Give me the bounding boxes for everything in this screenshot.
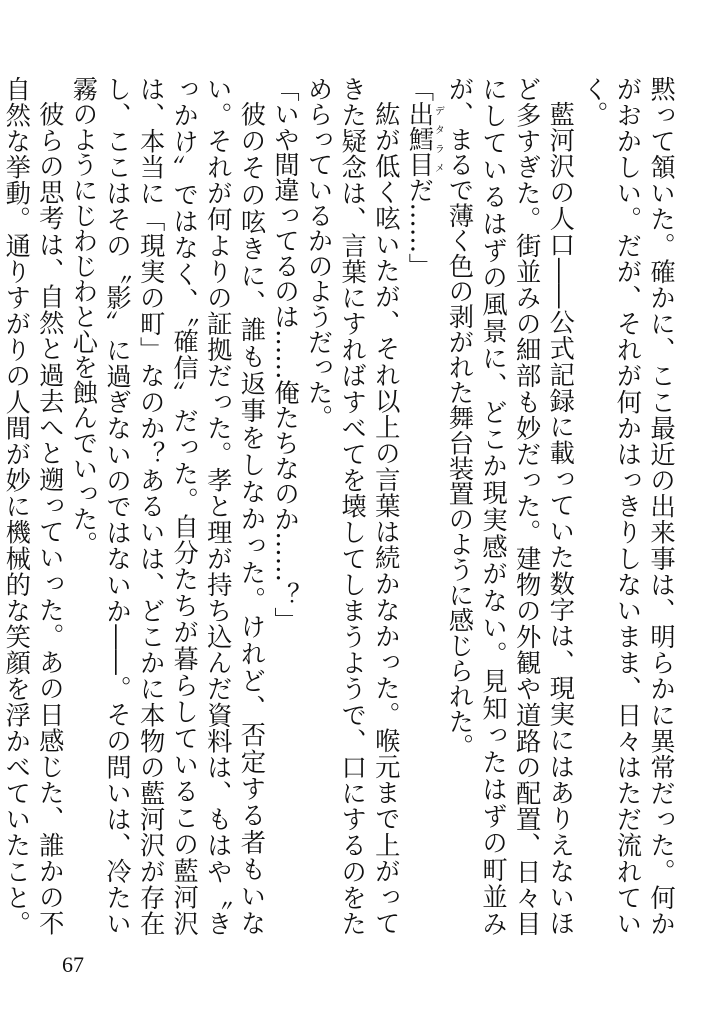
- open-quote: 「: [405, 76, 435, 102]
- paragraph-2: 藍河沢の人口――公式記録に載っていた数字は、現実にはありえないほど多すぎた。街並みの細部も妙だった。建物の外観や道路の配置、日々目にしているはずの風景に、どこか現実感がない。見知ったはずの町並みが、まるで薄く色の剥がれた舞台装置のように感じられた。: [445, 76, 576, 936]
- paragraph-1: 黙って頷いた。確かに、ここ最近の出来事は、明らかに異常だった。何かがおかしい。だが、それが何かはっきりしないまま、日々はただ流れていく。: [579, 76, 676, 936]
- vertical-text-body: [2, 76, 678, 936]
- ruby-base: 出鱈目: [405, 101, 435, 178]
- page-number: 67: [62, 952, 84, 977]
- paragraph-4: 彼のその呟きに、誰も返事をしなかった。けれど、否定する者もいない。それが何よりの証拠だった。孝と理が持ち込んだ資料は、もはや〝きっかけ〟ではなく、〝確信〟だった。自分たちが暮らしているこの藍河沢は、本当に「現実の町」なのか？あるいは、どこかに本物の藍河沢が存在し、ここはその〝影〟に過ぎないのではないか――。その問いは、冷たい霧のようにじわじわと心を蝕んでいった。: [69, 76, 267, 936]
- dialogue-line-2: 「いや間違ってるのは……俺たちなのか……？」: [270, 76, 300, 633]
- dialogue-rest: だ……」: [405, 177, 435, 279]
- ruby-word: [405, 101, 444, 178]
- ruby-reading: デタラメ: [432, 101, 444, 178]
- paragraph-3: 紘が低く呟いたが、それ以上の言葉は続かなかった。喉元まで上がってきた疑念は、言葉にすればすべてを壊してしまうようで、口にするのをためらっているかのようだった。: [304, 76, 401, 936]
- dialogue-line-1: [403, 76, 443, 936]
- paragraph-5: 彼らの思考は、自然と過去へと遡っていった。あの日感じた、誰かの不自然な挙動。通りすがりの人間が妙に機械的な笑顔を浮かべていたこと。: [2, 76, 65, 936]
